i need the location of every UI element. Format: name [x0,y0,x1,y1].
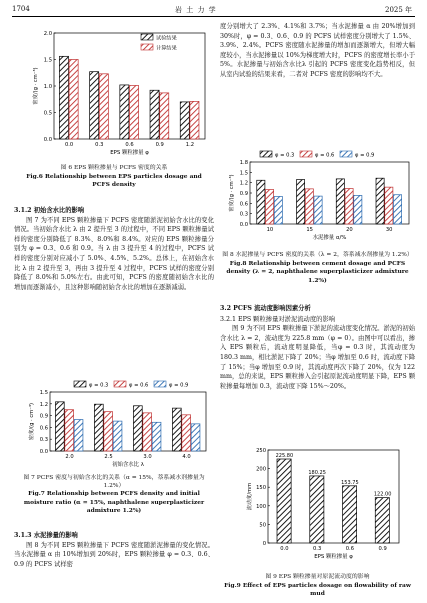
legend-swatch [340,151,352,157]
bar-φ = 0.9 [393,195,401,224]
bar-φ = 0.9 [113,421,122,451]
data-label: 180.25 [308,469,326,476]
bar-φ = 0.9 [314,196,322,224]
figure-8-chart [220,148,415,250]
bar-φ = 0.9 [274,196,282,224]
figure-7-caption-en-1: Fig.7 Relationship between PCFS density and initial [28,490,200,498]
y-tick-label: 1.5 [43,57,52,64]
y-tick-label: 0.0 [43,137,52,143]
x-tick-label: 0.3 [313,546,322,552]
bar-value [310,476,324,543]
bar-φ = 0.6 [385,187,393,224]
figure-7-caption-en-2: moisture ratio (α = 15%, naphthalene superplasticizer [23,498,205,506]
page-number: 1704 [12,5,30,13]
figure-7-caption-en-3: admixture 1.2%) [86,507,142,515]
data-label: 153.75 [341,479,359,486]
bar-φ = 0.6 [65,410,74,451]
bar-试验结果 [150,90,159,139]
figure-9-chart [240,442,405,567]
x-tick-label: 0.3 [95,142,104,148]
y-tick-label: 0.0 [239,222,248,228]
legend-swatch [74,381,86,387]
x-tick-label: 10 [266,227,274,233]
legend-label: φ = 0.9 [169,382,189,389]
bar-value [277,459,291,543]
section-3-2-heading: 3.2 PCFS 流动度影响因素分析 [220,305,311,312]
figure-9-caption-cn: 图 9 EPS 颗粒掺量对原泥流动度的影响 [265,574,370,580]
bar-φ = 0.6 [104,412,113,451]
section-3-1-3-heading: 3.1.3 水泥掺量的影响 [14,532,78,539]
y-axis-label: 流动度/mm [247,482,253,511]
bar-φ = 0.6 [305,189,313,224]
x-tick-label: 0.9 [378,546,387,552]
bar-φ = 0.3 [257,180,265,224]
data-label: 225.80 [275,453,294,460]
figure-8-caption-en-2: density (λ = 2, naphthalene superplasticizer admixture 1.2%) [226,268,409,284]
figure-6-caption-en-2: PCFS density [92,181,136,189]
y-tick-label: 0.9 [239,191,248,197]
y-tick-label: 0.6 [239,201,248,208]
x-tick-label: 30 [385,227,393,233]
legend-label: φ = 0.6 [315,152,335,159]
bar-计算结果 [130,85,139,139]
legend-label: 计算结果 [156,45,177,52]
y-tick-label: 1.2 [239,180,248,187]
y-tick-label: 100 [256,503,266,510]
x-axis-label: EPS 颗粒掺量 φ [314,554,353,560]
bar-φ = 0.9 [152,422,161,451]
paragraph-cement-dosage: 图 8 为不同 EPS 颗粒掺量下 PCFS 密度随淤泥掺量的变化情况。当水泥掺量 α 由 10%增加到 20%时，EPS 颗粒掺量 φ = 0.3、0.6、0.9 的 PCFS 试样密 [14,541,214,568]
legend-label: φ = 0.6 [129,382,149,389]
figure-9-caption-en: Fig.9 Effect of EPS particles dosage on flowability of raw mud [224,581,411,598]
figure-6-caption-cn: 图 6 EPS 颗粒掺量与 PCFS 密度的关系 [60,165,168,171]
paragraph-flowability: 图 9 为不同 EPS 颗粒掺量下淤泥的流动度变化情况。淤泥的初始含水比 λ = 2，流动度为 225.8 mm（φ = 0）。由图中可以看出，掺入 EPS 颗粒后，流动度明显降低，当φ = 0.3 时，其流动度为 180.3 mm，相比淤泥下降了 20%；当φ 增加至 0.6 时，流动度下降了 15%；当φ 增加至 0.9 时，其流动度再次下降了 20%，仅为 122 mm，总的来说，EPS 颗粒掺入会引起原泥流动度明显下降，EPS 颗粒掺量每增加 0.3，流动度下降 15%～20%。 [220,325,415,390]
y-tick-label: 1.5 [239,170,248,177]
x-axis-label: EPS 颗粒掺量 φ [110,150,149,156]
legend-swatch [260,151,272,157]
x-tick-label: 15 [306,227,313,233]
figure-9-caption [218,574,417,599]
x-tick-label: 0.0 [280,546,289,552]
y-tick-label: 0.3 [39,437,48,444]
bar-计算结果 [160,93,169,139]
y-axis-label: 密度/(g · cm⁻³) [33,67,39,105]
figure-6-caption-en-1: Fig.6 Relationship between EPS particles dosage and [26,172,202,180]
right-column-upper [220,22,415,80]
figure-8-caption-en-1: Fig.8 Relationship between cement dosage and PCFS [229,259,406,267]
figure-7-caption [14,475,214,516]
left-column-upper [14,205,214,292]
legend-swatch [300,151,312,157]
section-3-2-1-heading: 3.2.1 EPS 颗粒掺量对淤泥流动度的影响 [220,315,336,323]
bar-φ = 0.3 [336,179,344,224]
y-tick-label: 2.0 [43,31,52,37]
bar-φ = 0.6 [266,190,274,224]
section-3-1-2-heading: 3.1.2 初始含水比的影响 [14,207,85,214]
figure-6-caption [14,165,214,190]
bar-φ = 0.6 [143,413,152,451]
bar-φ = 0.9 [191,424,200,451]
paragraph-moisture-ratio: 图 7 为不同 EPS 颗粒掺量下 PCFS 密度随淤泥初始含水比的变化情况。当初始含水比 λ 由 2 提升至 3 的过程中，不同 EPS 颗粒掺量试样的密度分别降低了 8.3%、8.0%和 8.4%。对应的 EPS 颗粒掺量分别为 φ = 0.3、0.6 和 0.9。当 λ 由 3 提升至 4 的过程中，PCFS 试样的密度分别对应减小了 5.0%、4.5%、5.2%。总体上，在初始含水比 λ 由 2 提升至 3，再由 3 提升至 4 过程中，PCFS 试样的密度分别降低了 8.0%和 5.0%左右。由此可知，PCFS 的密度随初始含水比的增加而逐渐减小，且这种影响随初始含水比的增加在逐渐减弱。 [14,216,214,291]
bar-试验结果 [180,102,189,139]
y-tick-label: 0.0 [39,449,48,455]
journal-year: 2025 年 [385,6,413,14]
bar-试验结果 [59,56,68,139]
bar-φ = 0.9 [74,420,83,451]
right-column-lower [220,302,415,391]
x-tick-label: 2.5 [104,454,113,460]
x-tick-label: 20 [346,227,353,233]
legend-swatch [154,381,166,387]
y-tick-label: 150 [256,485,266,492]
bar-φ = 0.9 [354,195,362,224]
bar-φ = 0.3 [55,402,64,451]
legend-swatch [114,381,126,387]
y-tick-label: 1.5 [39,390,48,396]
figure-7-caption-cn: 图 7 PCFS 密度与初始含水比的关系（α = 15%，萘系减水剂掺量为 1.2%） [23,475,205,489]
figure-8-caption [218,252,417,285]
x-tick-label: 0.6 [125,142,134,148]
figure-8-caption-cn: 图 8 水泥掺量与 PCFS 密度的关系（λ = 2，萘系减水剂掺量为 1.2%） [222,252,413,258]
bar-value [375,498,389,543]
x-tick-label: 1.2 [185,142,195,148]
x-tick-label: 3.0 [143,454,152,460]
y-tick-label: 1.2 [39,401,48,408]
figure-7-chart [14,378,214,473]
bar-φ = 0.3 [133,406,142,451]
bar-试验结果 [90,72,99,139]
y-tick-label: 0 [262,541,266,547]
bar-计算结果 [69,60,78,140]
data-label: 122.00 [373,491,392,498]
x-tick-label: 0.0 [64,142,74,148]
legend-label: φ = 0.3 [89,382,109,389]
y-tick-label: 0.3 [239,211,248,218]
bar-value [343,486,357,543]
y-axis-label: 密度/(g · cm⁻³) [29,402,35,441]
journal-name: 岩 土 力 学 [175,6,217,14]
y-tick-label: 50 [259,522,266,529]
bar-φ = 0.6 [345,189,353,224]
y-tick-label: 1.0 [43,84,52,90]
x-tick-label: 4.0 [182,454,191,460]
x-axis-label: 水泥掺量 α/% [312,235,347,241]
legend-swatch [141,34,153,40]
left-column-lower [14,530,214,569]
y-tick-label: 0.9 [39,413,48,420]
bar-φ = 0.3 [172,408,181,451]
bar-φ = 0.3 [376,178,384,224]
bar-试验结果 [120,85,129,139]
x-tick-label: 0.6 [345,546,354,552]
figure-6-chart [26,25,211,165]
paragraph-cement-continued: 度分别增大了 2.3%、4.1%和 3.7%；当水泥掺量 α 由 20%增加到 30%时，φ = 0.3、0.6、0.9 的 PCFS 试样密度分别增大了 1.5%、3.9%、2.4%。PCFS 密度随水泥掺量的增加而逐渐增大，但增大幅度较小，当水泥掺量以 10%为梯度增大时，PCFS 的密度增长率小于 5%。水泥掺量与初始含水比λ 引起的 PCFS 密度变化趋势相反，但从室内试验的结果来看，二者对 PCFS 密度的影响均不大。 [220,23,415,78]
y-tick-label: 200 [256,466,266,473]
y-tick-label: 0.6 [39,425,48,432]
legend-label: φ = 0.3 [275,152,295,159]
y-tick-label: 1.8 [239,160,248,166]
bar-计算结果 [190,101,199,139]
y-tick-label: 0.5 [43,110,52,117]
header-rule [12,16,415,17]
legend-label: 试验结果 [156,35,177,42]
legend-label: φ = 0.9 [355,152,375,159]
y-tick-label: 250 [256,448,266,454]
bar-φ = 0.3 [94,404,103,451]
y-axis-label: 密度/(g · cm⁻³) [229,174,235,212]
bar-计算结果 [99,74,108,139]
bar-φ = 0.3 [297,180,305,224]
bar-φ = 0.6 [182,415,191,451]
x-axis-label: 初始含水比 λ [112,462,144,468]
x-tick-label: 0.9 [155,142,164,148]
x-tick-label: 2.0 [65,454,74,460]
legend-swatch [141,44,153,50]
